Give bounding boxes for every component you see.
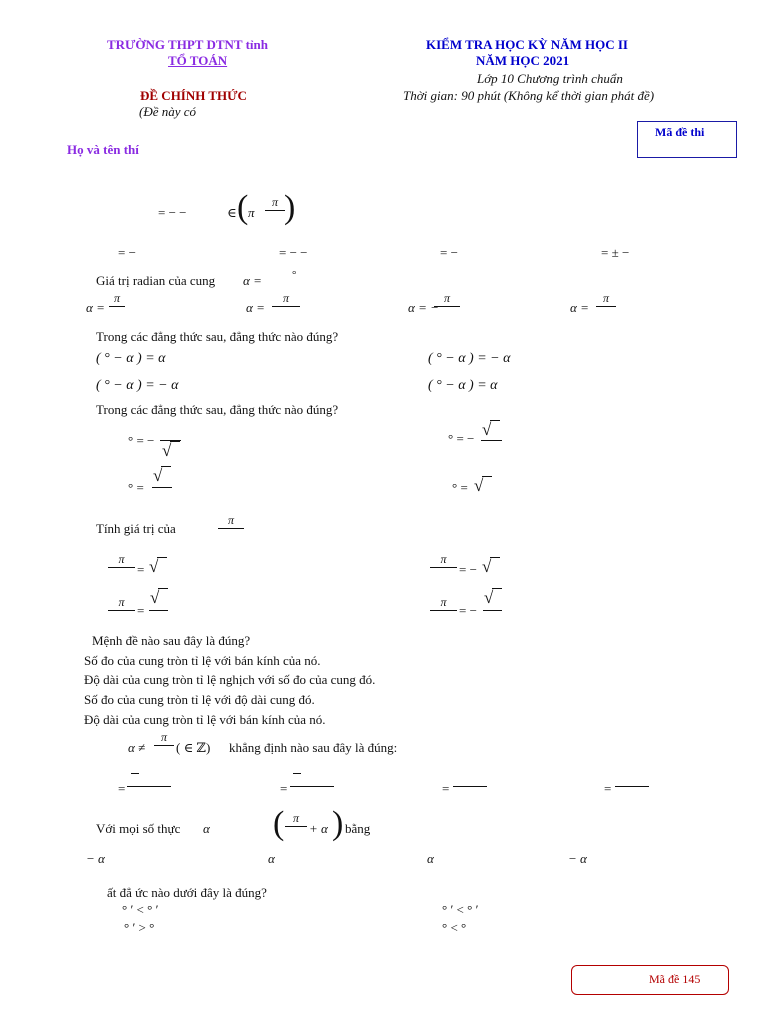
q9-option-a[interactable]: ° ′ < ° ′ bbox=[122, 902, 159, 917]
q3-option-a[interactable]: ( ° − α ) = α bbox=[96, 351, 166, 366]
q5-option-b-fraction bbox=[430, 552, 457, 568]
q7-option-a[interactable]: = bbox=[118, 781, 126, 796]
q6-option-d[interactable]: Độ dài của cung tròn tỉ lệ với bán kính của nó. bbox=[84, 712, 326, 727]
q1-element-of: ∈ bbox=[227, 205, 237, 220]
q4-option-c-sqrt: √ bbox=[153, 466, 171, 486]
q5-option-d[interactable]: = − bbox=[459, 603, 477, 618]
q9-option-c[interactable]: ° ′ > ° bbox=[124, 920, 155, 935]
q2-option-c-fraction bbox=[434, 291, 460, 307]
q7-pi: π bbox=[160, 730, 167, 744]
q2-option-a[interactable]: α = bbox=[86, 300, 105, 315]
q3-stem: Trong các đẳng thức sau, đẳng thức nào đúng? bbox=[96, 329, 339, 344]
q9-option-d[interactable]: ° < ° bbox=[442, 920, 467, 935]
q4-option-a[interactable]: ° = − bbox=[128, 433, 155, 448]
q4-option-b-fraction-bar bbox=[481, 440, 502, 441]
q5-option-b-pi: π bbox=[440, 552, 447, 566]
q1-option-b[interactable]: = − − bbox=[279, 245, 308, 260]
q3-option-c[interactable]: ( ° − α ) = − α bbox=[96, 378, 179, 393]
q1-left-paren: ( bbox=[237, 189, 249, 226]
q5-option-c-fraction bbox=[108, 595, 135, 611]
q4-stem: Trong các đẳng thức sau, đẳng thức nào đúng? bbox=[96, 402, 339, 417]
q7-option-d[interactable]: = bbox=[604, 781, 612, 796]
q5-option-b[interactable]: = − bbox=[459, 562, 477, 577]
q7-option-a-fraction-bar bbox=[127, 786, 171, 787]
q7-option-b-overline bbox=[293, 773, 301, 774]
q1-option-a[interactable]: = − bbox=[118, 245, 136, 260]
q7-stem-prefix: α ≠ bbox=[128, 740, 146, 755]
q2-option-b-pi: π bbox=[282, 291, 289, 305]
grade-program: Lớp 10 Chương trình chuẩn bbox=[477, 71, 623, 86]
duration: Thời gian: 90 phút (Không kể thời gian phát đề) bbox=[403, 88, 655, 103]
q9-option-b[interactable]: ° ′ < ° ′ bbox=[442, 902, 479, 917]
q1-option-c[interactable]: = − bbox=[440, 245, 458, 260]
q2-option-a-fraction bbox=[109, 291, 125, 307]
q7-fraction bbox=[154, 730, 174, 746]
q2-option-a-pi: π bbox=[113, 291, 120, 305]
q5-option-c-sqrt: √ bbox=[150, 588, 168, 608]
q5-option-d-fraction bbox=[430, 595, 457, 611]
q4-option-a-sqrt: √ bbox=[162, 441, 180, 461]
q5-option-c-fraction-bar bbox=[149, 610, 168, 611]
q5-stem: Tính giá trị của bbox=[96, 521, 176, 536]
q3-option-b[interactable]: ( ° − α ) = − α bbox=[428, 351, 511, 366]
q1-fraction-numerator: π bbox=[271, 195, 278, 209]
q5-option-d-sqrt: √ bbox=[484, 588, 502, 608]
pages-note: (Đề này có bbox=[139, 104, 197, 119]
department-name: TỔ TOÁN bbox=[168, 53, 228, 68]
q2-alpha-eq: α = bbox=[243, 273, 262, 288]
q1-option-d[interactable]: = ± − bbox=[601, 245, 630, 260]
exam-code-footer bbox=[571, 965, 729, 995]
q2-option-c-pi: π bbox=[443, 291, 450, 305]
q8-pi: π bbox=[292, 811, 299, 825]
q5-option-a-sqrt: √ bbox=[149, 557, 167, 577]
q2-option-d-pi: π bbox=[602, 291, 609, 305]
q5-option-c-pi: π bbox=[118, 595, 125, 609]
q1-stem-left: = − − bbox=[158, 205, 187, 220]
q2-option-b[interactable]: α = bbox=[246, 300, 265, 315]
q5-option-d-fraction-bar bbox=[483, 610, 502, 611]
q8-suffix: bằng bbox=[345, 821, 371, 836]
q2-degree: ° bbox=[292, 269, 297, 281]
q7-stem-mid: ( ∈ ℤ) bbox=[176, 740, 211, 755]
q8-left-paren: ( bbox=[273, 805, 285, 842]
q5-option-a-pi: π bbox=[118, 552, 125, 566]
q8-option-b[interactable]: α bbox=[268, 851, 275, 866]
q4-option-c-fraction-bar bbox=[152, 487, 172, 488]
q4-option-d-sqrt: √ bbox=[474, 476, 492, 496]
q1-pi-fraction bbox=[265, 195, 285, 211]
q1-right-paren: ) bbox=[284, 189, 296, 226]
q4-option-c[interactable]: ° = bbox=[128, 480, 144, 495]
q2-stem: Giá trị radian của cung bbox=[96, 273, 216, 288]
candidate-name-label: Họ và tên thí bbox=[67, 142, 139, 157]
q8-fraction bbox=[285, 811, 307, 827]
q6-option-b[interactable]: Độ dài của cung tròn tỉ lệ nghịch với số đo của cung đó. bbox=[84, 672, 376, 687]
q6-option-a[interactable]: Số đo của cung tròn tỉ lệ với bán kính của nó. bbox=[84, 653, 321, 668]
q6-option-c[interactable]: Số đo của cung tròn tỉ lệ với độ dài cung đó. bbox=[84, 692, 315, 707]
q5-option-b-sqrt: √ bbox=[482, 557, 500, 577]
q4-option-d[interactable]: ° = bbox=[452, 480, 468, 495]
official-label: ĐỀ CHÍNH THỨC bbox=[140, 88, 247, 103]
q8-option-c[interactable]: α bbox=[427, 851, 434, 866]
q7-option-c[interactable]: = bbox=[442, 781, 450, 796]
q2-option-b-fraction bbox=[272, 291, 300, 307]
q1-pi: π bbox=[248, 205, 255, 220]
q8-option-d[interactable]: − α bbox=[568, 851, 587, 866]
q7-option-d-fraction-bar bbox=[615, 786, 649, 787]
q8-stem: Với mọi số thực bbox=[96, 821, 181, 836]
q8-right-paren: ) bbox=[332, 805, 344, 842]
q8-option-a[interactable]: − α bbox=[86, 851, 105, 866]
exam-title: KIỂM TRA HỌC KỲ NĂM HỌC II bbox=[426, 37, 628, 52]
q2-option-c[interactable]: α = − bbox=[408, 300, 439, 315]
q7-option-b[interactable]: = bbox=[280, 781, 288, 796]
q5-option-a-fraction bbox=[108, 552, 135, 568]
exam-code-box bbox=[637, 121, 737, 158]
q4-option-b-sqrt: √ bbox=[482, 420, 500, 440]
q7-stem-suffix: khẳng định nào sau đây là đúng: bbox=[229, 740, 398, 755]
q3-option-d[interactable]: ( ° − α ) = α bbox=[428, 378, 498, 393]
q7-option-a-overline bbox=[131, 773, 139, 774]
school-name: TRƯỜNG THPT DTNT tỉnh bbox=[107, 37, 268, 52]
q2-option-d-fraction bbox=[596, 291, 616, 307]
q5-fraction bbox=[218, 513, 244, 529]
q5-option-c[interactable]: = bbox=[137, 603, 145, 618]
exam-code-footer-label: Mã đề 145 bbox=[649, 972, 701, 986]
q7-option-b-fraction-bar bbox=[290, 786, 334, 787]
exam-code-box-label: Mã đề thi bbox=[655, 125, 705, 139]
q9-stem: ất đẳ ức nào dưới đây là đúng? bbox=[107, 885, 267, 900]
q2-option-d[interactable]: α = bbox=[570, 300, 589, 315]
q5-pi: π bbox=[227, 513, 234, 527]
school-year: NĂM HỌC 2021 bbox=[476, 53, 570, 68]
q5-option-a[interactable]: = bbox=[137, 562, 145, 577]
q5-option-d-pi: π bbox=[440, 595, 447, 609]
q4-option-b[interactable]: ° = − bbox=[448, 431, 475, 446]
q6-stem: Mệnh đề nào sau đây là đúng? bbox=[92, 633, 251, 648]
q8-inner: + α bbox=[309, 821, 328, 836]
q8-alpha: α bbox=[203, 821, 210, 836]
q7-option-c-fraction-bar bbox=[453, 786, 487, 787]
